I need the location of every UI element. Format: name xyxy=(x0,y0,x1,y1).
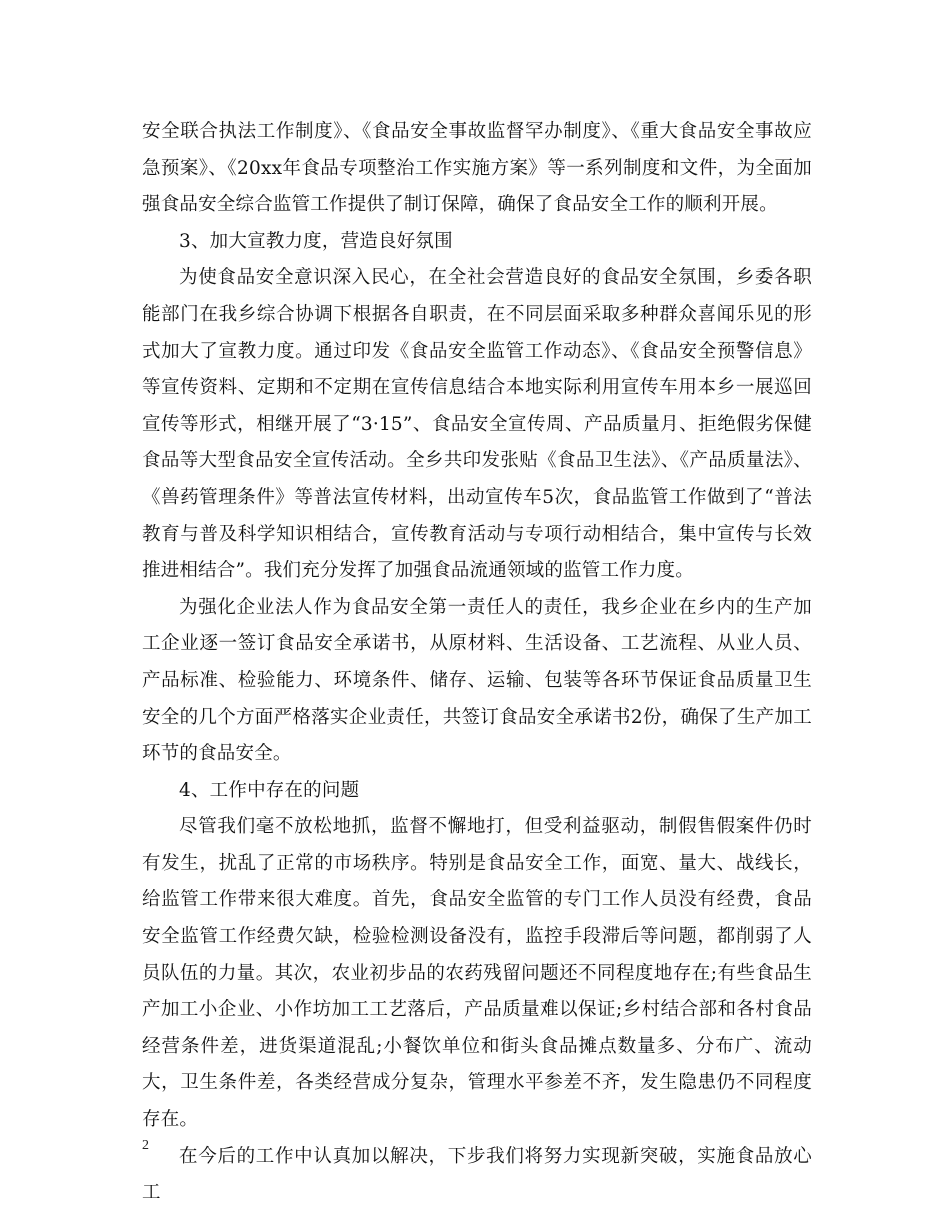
page-number: 2 xyxy=(142,1138,149,1153)
paragraph: 尽管我们毫不放松地抓，监督不懈地打，但受利益驱动，制假售假案件仍时有发生，扰乱了正常的市场秩序。特别是食品安全工作，面宽、量大、战线长，给监管工作带来很大难度。首先，食品安全监管的专门工作人员没有经费，食品安全监管工作经费欠缺，检验检测设备没有，监控手段滞后等问题，都削弱了人员队伍的力量。其次，农业初步品的农药残留问题还不同程度地存在;有些食品生产加工小企业、小作坊加工工艺落后，产品质量难以保证;乡村结合部和各村食品经营条件差，进货渠道混乱;小餐饮单位和街头食品摊点数量多、分布广、流动大，卫生条件差，各类经营成分复杂，管理水平参差不齐，发生隐患仍不同程度存在。 xyxy=(142,816,812,1131)
body-text xyxy=(142,114,812,1212)
section-heading: 3、加大宣教力度，营造良好氛围 xyxy=(179,230,453,252)
paragraph-continuation: 安全联合执法工作制度》、《食品安全事故监督罕办制度》、《重大食品安全事故应急预案》、《20xx年食品专项整治工作实施方案》等一系列制度和文件，为全面加强食品安全综合监管工作提供了制订保障，确保了食品安全工作的顺利开展。 xyxy=(142,121,812,216)
paragraph: 在今后的工作中认真加以解决，下步我们将努力实现新突破，实施食品放心工 xyxy=(142,1145,812,1204)
paragraph: 为强化企业法人作为食品安全第一责任人的责任，我乡企业在乡内的生产加工企业逐一签订食品安全承诺书，从原材料、生活设备、工艺流程、从业人员、产品标准、检验能力、环境条件、储存、运输、包装等各环节保证食品质量卫生安全的几个方面严格落实企业责任，共签订食品安全承诺书2份，确保了生产加工环节的食品安全。 xyxy=(142,596,812,765)
paragraph: 为使食品安全意识深入民心，在全社会营造良好的食品安全氛围，乡委各职能部门在我乡综合协调下根据各自职责，在不同层面采取多种群众喜闻乐见的形式加大了宣教力度。通过印发《食品安全监管工作动态》、《食品安全预警信息》等宣传资料、定期和不定期在宣传信息结合本地实际利用宣传车用本乡一展巡回宣传等形式，相继开展了“3·15”、食品安全宣传周、产品质量月、拒绝假劣保健食品等大型食品安全宣传活动。全乡共印发张贴《食品卫生法》、《产品质量法》、《兽药管理条件》等普法宣传材料，出动宣传车5次，食品监管工作做到了“普法教育与普及科学知识相结合，宣传教育活动与专项行动相结合，集中宣传与长效推进相结合”。我们充分发挥了加强食品流通领域的监管工作力度。 xyxy=(142,267,812,582)
section-heading: 4、工作中存在的问题 xyxy=(179,779,360,801)
